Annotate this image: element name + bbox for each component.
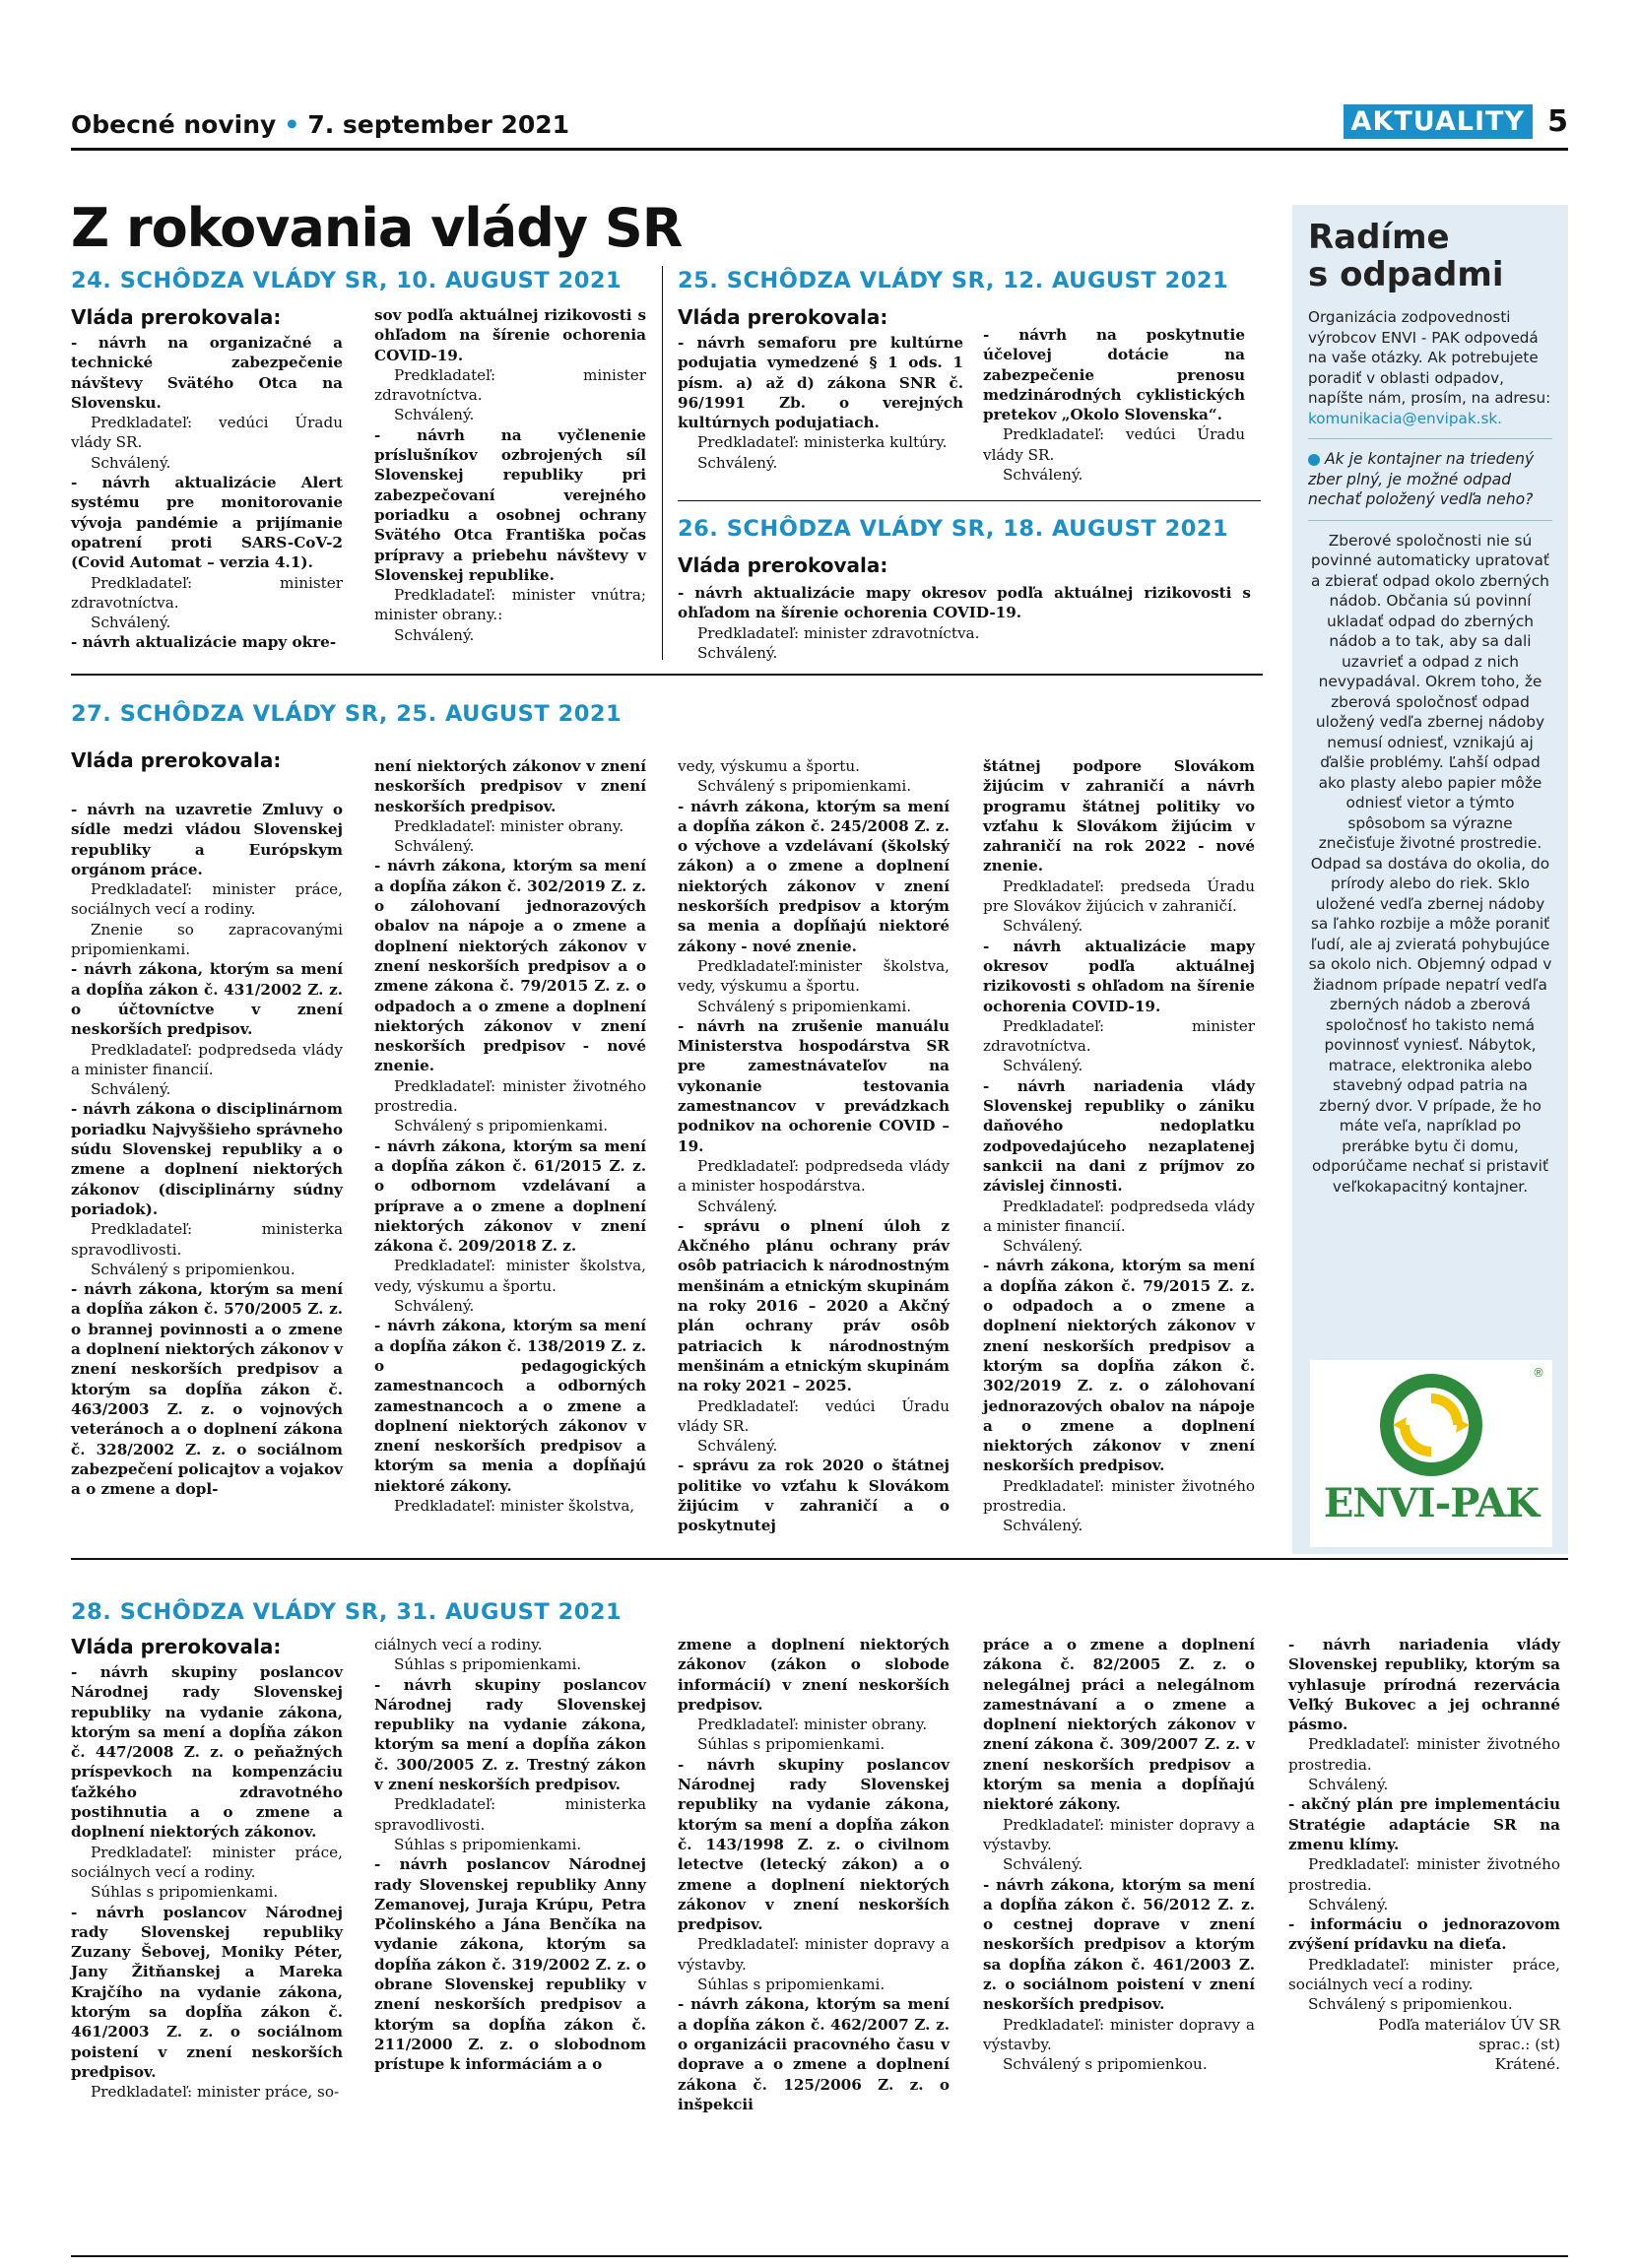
s27-col4 — [983, 756, 1255, 1536]
agenda-detail: Schválený s pripomienkou. — [91, 1260, 295, 1278]
agenda-detail: Predkladateľ: minister životného prostredia. — [1288, 1855, 1560, 1894]
agenda-detail: Súhlas s pripomienkami. — [697, 1735, 886, 1754]
agenda-detail: Schválený. — [697, 643, 778, 662]
s27-col1 — [71, 800, 343, 1499]
s24-label: Vláda prerokovala: — [71, 305, 282, 329]
agenda-detail: Predkladateľ: minister školstva, — [394, 1496, 635, 1515]
sidebar-question: Ak je kontajner na triedený zber plný, je možné odpad nechať položený vedľa neho? — [1308, 438, 1552, 510]
agenda-item: - návrh aktualizácie mapy okresov podľa aktuálnej rizikovosti s ohľadom na šírenie ochorenia COVID-19. — [678, 584, 1251, 622]
agenda-detail: Predkladateľ: predseda Úradu pre Slovákov žijúcich v zahraničí. — [983, 876, 1255, 916]
agenda-detail: Predkladateľ: minister dopravy a výstavby. — [983, 2015, 1255, 2053]
agenda-item: - návrh skupiny poslancov Národnej rady Slovenskej republiky na vydanie zákona, ktorým sa mení a dopĺňa zákon č. 300/2005 Z. z. Trestný zákon v znení neskorších predpisov. — [374, 1675, 646, 1794]
agenda-item: - návrh skupiny poslancov Národnej rady Slovenskej republiky na vydanie zákona, ktorým sa mení a dopĺňa zákon č. 447/2008 Z. z. o peňažných príspevkoch na kompenzáciu ťažkého zdravotného postihnutia a o zmene a doplnení niektorých zákonov. — [71, 1663, 343, 1842]
page-number: 5 — [1547, 104, 1568, 139]
agenda-item: - návrh na poskytnutie účelovej dotácie na zabezpečenie prenosu medzinárodných cyklistických pretekov „Okolo Slovenska“. — [983, 326, 1245, 424]
agenda-detail: Schválený. — [394, 1297, 475, 1316]
agenda-item: - návrh zákona, ktorým sa mení a dopĺňa zákon č. 302/2019 Z. z. o zálohovaní jednorazových obalov na nápoje a o zmene a doplnení niektorých zákonov v znení neskorších predpisov a o zmene zákona č. 79/2015 Z. z. o odpadoch a o zmene a doplnení niektorých zákonov v znení neskorších predpisov - nové znenie. — [374, 857, 646, 1075]
s28-col1 — [71, 1662, 343, 2103]
agenda-detail: Predkladateľ: minister zdravotníctva. — [983, 1016, 1255, 1056]
agenda-item: - návrh semaforu pre kultúrne podujatia vymedzené § 1 ods. 1 písm. a) až d) zákona SNR č. 96/1991 Zb. o verejných kultúrnych podujatiach. — [678, 334, 963, 432]
issue-date: 7. september 2021 — [307, 110, 570, 139]
rule-s27 — [71, 674, 1263, 676]
agenda-detail: Súhlas s pripomienkami. — [697, 1976, 886, 1994]
agenda-detail: Predkladateľ: minister životného prostredia. — [983, 1476, 1255, 1515]
agenda-item: - návrh zákona o disciplinárnom poriadku Najvyššieho správneho súdu Slovenskej republiky a o zmene a doplnení niektorých zákonov (disciplinárny súdny poriadok). — [71, 1100, 343, 1218]
agenda-item: - návrh zákona, ktorým sa mení a dopĺňa zákon č. 462/2007 Z. z. o organizácii pracovného času v doprave a o zmene a doplnení zákona č. 125/2006 Z. z. o inšpekcii — [678, 1995, 950, 2113]
sidebar-title: Radíme s odpadmi — [1308, 218, 1504, 294]
agenda-detail: Schválený s pripomienkou. — [1003, 2055, 1208, 2074]
agenda-detail: vedy, výskumu a športu. — [678, 757, 860, 775]
agenda-item: - návrh aktualizácie mapy okresov podľa aktuálnej rizikovosti s ohľadom na šírenie ochorenia COVID-19. — [983, 937, 1255, 1015]
agenda-detail: Súhlas s pripomienkami. — [91, 1883, 279, 1902]
agenda-detail: Predkladateľ: minister obrany. — [394, 816, 624, 835]
agenda-detail: Schválený. — [91, 1080, 171, 1099]
column-divider — [662, 266, 663, 660]
agenda-detail: Predkladateľ: minister dopravy a výstavby. — [678, 1935, 950, 1974]
agenda-detail: Predkladateľ: minister práce, sociálnych vecí a rodiny. — [1288, 1955, 1560, 1994]
agenda-detail: Predkladateľ: minister práce, sociálnych vecí a rodiny. — [71, 1843, 343, 1881]
agenda-item: zmene a doplnení niektorých zákonov (zákon o slobode informácií) v znení neskorších predpisov. — [678, 1636, 950, 1714]
agenda-detail: Schválený. — [1003, 1855, 1083, 1874]
agenda-detail: Schválený. — [697, 1197, 778, 1215]
masthead — [71, 110, 569, 139]
agenda-detail: Schválený s pripomienkou. — [1308, 1995, 1513, 2014]
agenda-item: - návrh poslancov Národnej rady Slovenskej republiky Zuzany Šebovej, Moniky Péter, Jany Žitňanskej a Mareka Krajčího na vydanie zákona, ktorým sa dopĺňa zákon č. 461/2003 Z. z. o sociálnom poistení v znení neskorších predpisov. — [71, 1903, 343, 2081]
registered-mark: ® — [1533, 1366, 1544, 1380]
agenda-detail: Schválený. — [1003, 1237, 1083, 1256]
source-note: sprac.: (st) — [1478, 2035, 1560, 2053]
envipak-logo — [1310, 1360, 1552, 1547]
agenda-item: sov podľa aktuálnej rizikovosti s ohľadom na šírenie ochorenia COVID-19. — [374, 306, 646, 364]
agenda-item: - návrh zákona, ktorým sa mení a dopĺňa zákon č. 431/2002 Z. z. o účtovníctve v znení neskorších predpisov. — [71, 960, 343, 1039]
agenda-detail: Schválený. — [394, 406, 475, 424]
agenda-item: - návrh na uzavretie Zmluvy o sídle medzi vládou Slovenskej republiky a Európskym orgánom práce. — [71, 801, 343, 878]
s28-col4 — [983, 1635, 1255, 2075]
agenda-detail: Predkladateľ: minister zdravotníctva. — [697, 623, 980, 642]
agenda-item: - návrh na zrušenie manuálu Ministerstva hospodárstva SR pre zamestnávateľov na vykonanie testovania zamestnancov v prevádzkach podnikov na ochorenie COVID – 19. — [678, 1016, 950, 1155]
agenda-detail: Schválený. — [697, 1437, 778, 1456]
agenda-detail: Schválený s pripomienkami. — [697, 997, 912, 1015]
agenda-item: - správu o plnení úloh z Akčného plánu ochrany práv osôb patriacich k národnostným menšinám a etnickým skupinám na roky 2016 – 2020 a Akčný plán ochrany práv osôb patriacich k národnostným menšinám a etnickým skupinám na roky 2021 – 2025. — [678, 1216, 950, 1395]
agenda-item: štátnej podpore Slovákom žijúcim v zahraničí a návrh programu štátnej politiky vo vzťahu k Slovákom žijúcim v zahraničí na rok 2022 - nové znenie. — [983, 757, 1255, 875]
agenda-detail: Predkladateľ: minister obrany. — [697, 1716, 928, 1734]
agenda-detail: Predkladateľ: vedúci Úradu vlády SR. — [983, 425, 1245, 464]
agenda-detail: Schválený. — [697, 453, 778, 472]
agenda-detail: Schválený. — [1003, 1057, 1083, 1075]
agenda-detail: Predkladateľ: podpredseda vlády a minister financií. — [71, 1040, 343, 1078]
s27-col3 — [678, 756, 950, 1536]
separator-dot: • — [284, 110, 300, 139]
agenda-item: - návrh poslancov Národnej rady Slovenskej republiky Anny Zemanovej, Juraja Krúpu, Petra Pčolinského a Jána Benčíka na vydanie zákona, ktorým sa dopĺňa zákon č. 319/2002 Z. z. o obrane Slovenskej republiky v znení neskorších predpisov a ktorým sa dopĺňa zákon č. 211/2000 Z. z. o slobodnom prístupe k informáciám a o — [374, 1855, 646, 2074]
s26-label: Vláda prerokovala: — [678, 553, 888, 577]
bottom-rule — [71, 2255, 1568, 2257]
email-link[interactable]: komunikacia@envipak.sk. — [1308, 409, 1502, 427]
agenda-item: - návrh aktualizácie mapy okre- — [71, 633, 337, 652]
s28-heading: 28. SCHÔDZA VLÁDY SR, 31. AUGUST 2021 — [71, 1599, 623, 1625]
agenda-detail: Schválený. — [394, 625, 475, 644]
agenda-detail: Schválený. — [91, 614, 171, 632]
page-header — [71, 104, 1568, 151]
agenda-detail: Schválený s pripomienkami. — [394, 1117, 609, 1135]
agenda-item: - akčný plán pre implementáciu Stratégie adaptácie SR na zmenu klímy. — [1288, 1795, 1560, 1853]
rule-s28 — [71, 1558, 1568, 1560]
agenda-item: - návrh zákona, ktorým sa mení a dopĺňa zákon č. 138/2019 Z. z. o pedagogických zamestnancoch a odborných zamestnancoch a o zmene a doplnení niektorých zákonov v znení neskorších predpisov a ktorým sa menia a dopĺňajú niektoré zákony. — [374, 1317, 646, 1495]
agenda-detail: Schválený. — [1003, 466, 1083, 485]
agenda-item: - návrh nariadenia vlády Slovenskej republiky, ktorým sa vyhlasuje prírodná rezervácia Veľký Bukovec a jej ochranné pásmo. — [1288, 1636, 1560, 1734]
agenda-detail: Predkladateľ: minister práce, so- — [91, 2083, 340, 2102]
agenda-detail: Predkladateľ: minister životného prostredia. — [1288, 1735, 1560, 1774]
agenda-item: - návrh na vyčlenenie príslušníkov ozbrojených síl Slovenskej republiky pri zabezpečovaní verejného poriadku a osobnej ochrany Svätého Otca Františka počas prípravy a priebehu návštevy v Slovenskej republike. — [374, 425, 646, 584]
agenda-item: - návrh zákona, ktorým sa mení a dopĺňa zákon č. 61/2015 Z. z. o odbornom vzdelávaní a príprave a o zmene a doplnení niektorých zákonov v znení zákona č. 209/2018 Z. z. — [374, 1136, 646, 1256]
s27-heading: 27. SCHÔDZA VLÁDY SR, 25. AUGUST 2021 — [71, 701, 623, 727]
agenda-detail: Súhlas s pripomienkami. — [394, 1655, 582, 1674]
agenda-detail: Schválený. — [1308, 1776, 1389, 1794]
s26-col1 — [678, 583, 1251, 663]
agenda-detail: Schválený. — [1003, 1517, 1083, 1535]
agenda-detail: Predkladateľ: podpredseda vlády a minister financií. — [983, 1197, 1255, 1235]
agenda-detail: Súhlas s pripomienkami. — [394, 1835, 582, 1853]
agenda-item: - návrh zákona, ktorým sa mení a dopĺňa zákon č. 570/2005 Z. z. o brannej povinnosti a o zmene a doplnení niektorých zákonov v znení neskorších predpisov a ktorým sa dopĺňa zákon č. 463/2003 Z. z. o vojnových veteránoch a o doplnení zákona č. 328/2002 Z. z. o sociálnom zabezpečení policajtov a vojakov a o zmene a dopl- — [71, 1280, 343, 1499]
source-note: Krátené. — [1494, 2055, 1560, 2074]
agenda-detail: Schválený s pripomienkami. — [697, 777, 912, 796]
paper-name: Obecné noviny — [71, 110, 277, 139]
agenda-item: - správu za rok 2020 o štátnej politike vo vzťahu k Slovákom žijúcim v zahraničí a o poskytnutej — [678, 1457, 950, 1535]
logo-wordmark: ENVI-PAK — [1323, 1480, 1540, 1526]
agenda-detail: Schválený. — [1308, 1895, 1389, 1913]
agenda-item: - návrh zákona, ktorým sa mení a dopĺňa zákon č. 56/2012 Z. z. o cestnej doprave v znení neskorších predpisov a ktorým sa dopĺňa zákon č. 461/2003 Z. z. o sociálnom poistení v znení neskorších predpisov. — [983, 1875, 1255, 2014]
agenda-detail: Predkladateľ: vedúci Úradu vlády SR. — [71, 414, 343, 452]
agenda-item: práce a o zmene a doplnení zákona č. 82/2005 Z. z. o nelegálnej práci a nelegálnom zamestnávaní a o zmene a doplnení niektorých zákonov v znení zákona č. 309/2007 Z. z. v znení neskorších predpisov a ktorým sa menia a dopĺňajú niektoré zákony. — [983, 1636, 1255, 1814]
s28-label: Vláda prerokovala: — [71, 1635, 282, 1658]
s24-col2 — [374, 305, 646, 645]
bullet-icon — [1308, 454, 1320, 466]
page-title: Z rokovania vlády SR — [71, 197, 683, 259]
agenda-detail: Predkladateľ: minister vnútra; minister obrany.: — [374, 586, 646, 624]
s28-col3 — [678, 1635, 950, 2114]
agenda-detail: Predkladateľ: minister dopravy a výstavby. — [983, 1815, 1255, 1853]
agenda-detail: Znenie so zapracovanými pripomienkami. — [71, 920, 343, 959]
agenda-detail: Predkladateľ: vedúci Úradu vlády SR. — [678, 1396, 950, 1435]
agenda-item: - návrh na organizačné a technické zabezpečenie návštevy Svätého Otca na Slovensku. — [71, 334, 343, 412]
agenda-detail: Schválený. — [1003, 917, 1083, 936]
agenda-item: - návrh zákona, ktorým sa mení a dopĺňa zákon č. 245/2008 Z. z. o výchove a vzdelávaní (školský zákon) a o zmene a doplnení niektorých zákonov v znení neskorších predpisov a ktorým sa menia a dopĺňajú niektoré zákony - nové znenie. — [678, 797, 950, 955]
s24-heading: 24. SCHÔDZA VLÁDY SR, 10. AUGUST 2021 — [71, 268, 623, 293]
rule-s26 — [678, 500, 1261, 501]
agenda-item: - návrh skupiny poslancov Národnej rady Slovenskej republiky na vydanie zákona, ktorým sa mení a dopĺňa zákon č. 143/1998 Z. z. o civilnom letectve (letecký zákon) a o zmene a doplnení niektorých zákonov v znení neskorších predpisov. — [678, 1755, 950, 1934]
sidebar-intro: Organizácia zodpovednosti výrobcov ENVI - PAK odpovedá na vaše otázky. Ak potrebujete poradiť v oblasti odpadov, napíšte nám, prosím, na adresu: komunikacia@envipak.sk. — [1308, 308, 1551, 427]
agenda-detail: Predkladateľ: ministerka kultúry. — [697, 433, 948, 452]
source-note: Podľa materiálov ÚV SR — [1378, 2015, 1560, 2034]
s25-heading: 25. SCHÔDZA VLÁDY SR, 12. AUGUST 2021 — [678, 268, 1229, 293]
agenda-detail: Schválený. — [394, 837, 475, 856]
sidebar-answer: Zberové spoločnosti nie sú povinné automaticky upratovať a zbierať odpad okolo zberných nádob. Občania sú povinní ukladať odpad do zberných nádob a to tak, aby sa dali uzavrieť a odpad z nich nevypadával. Okrem toho, že zberová spoločnosť odpad uložený vedľa zbernej nádoby nemusí odniesť, vznikajú aj ďalšie problémy. Ľahší odpad ako plasty alebo papier môže odniesť vietor a týmto spôsobom sa výrazne znečisťuje životné prostredie. Odpad sa dostáva do okolia, do prírody alebo do riek. Sklo uložené vedľa zbernej nádoby sa ľahko rozbije a môže poraniť ľudí, ale aj zvieratá pohybujúce sa okolo nich. Objemný odpad v žiadnom prípade nepatrí vedľa zberných nádob a zberová spoločnosť ho takisto nemá povinnosť vyniesť. Nábytok, matrace, elektronika alebo stavebný odpad patria na zberný dvor. V prípade, že ho máte veľa, napríklad po prerábke bytu či domu, odporúčame nechať si pristaviť veľkokapacitný kontajner. — [1308, 520, 1552, 1198]
agenda-detail: ciálnych vecí a rodiny. — [374, 1636, 543, 1653]
s28-col5 — [1288, 1635, 1560, 2075]
agenda-detail: Predkladateľ:minister školstva, vedy, výskumu a športu. — [678, 956, 950, 996]
agenda-item: - informáciu o jednorazovom zvýšení prídavku na dieťa. — [1288, 1915, 1560, 1954]
agenda-item: - návrh zákona, ktorým sa mení a dopĺňa zákon č. 79/2015 Z. z. o odpadoch a o zmene a doplnení niektorých zákonov v znení neskorších predpisov a ktorým sa dopĺňa zákon č. 302/2019 Z. z. o zálohovaní jednorazových obalov na nápoje a o zmene a doplnení niektorých zákonov v znení neskorších predpisov. — [983, 1257, 1255, 1475]
s27-label: Vláda prerokovala: — [71, 748, 282, 772]
agenda-detail: Predkladateľ: minister školstva, vedy, výskumu a športu. — [374, 1257, 646, 1295]
s25-col1 — [678, 333, 963, 473]
agenda-detail: Predkladateľ: minister zdravotníctva. — [374, 365, 646, 405]
s25-col2 — [983, 325, 1245, 485]
agenda-detail: Predkladateľ: ministerka spravodlivosti. — [374, 1795, 646, 1834]
section-label: AKTUALITY — [1344, 104, 1533, 139]
s25-label: Vláda prerokovala: — [678, 305, 888, 329]
agenda-detail: Predkladateľ: minister zdravotníctva. — [71, 573, 343, 612]
agenda-detail: Predkladateľ: ministerka spravodlivosti. — [71, 1220, 343, 1259]
agenda-detail: Predkladateľ: minister práce, sociálnych vecí a rodiny. — [71, 880, 343, 919]
s24-col1 — [71, 333, 343, 653]
s28-col2 — [374, 1635, 646, 2075]
s26-heading: 26. SCHÔDZA VLÁDY SR, 18. AUGUST 2021 — [678, 516, 1229, 542]
agenda-item: - návrh aktualizácie Alert systému pre monitorovanie vývoja pandémie a prijímanie opatrení proti SARS-CoV-2 (Covid Automat – verzia 4.1). — [71, 474, 343, 572]
advice-sidebar — [1292, 205, 1568, 1554]
agenda-detail: Schválený. — [91, 453, 171, 472]
agenda-item: není niektorých zákonov v znení neskorších predpisov v znení neskorších predpisov. — [374, 757, 646, 815]
s27-col2 — [374, 756, 646, 1516]
agenda-item: - návrh nariadenia vlády Slovenskej republiky o zániku daňového nedoplatku zodpovedajúceho nezaplatenej sankcii na dani z príjmov zo závislej činnosti. — [983, 1076, 1255, 1196]
agenda-detail: Predkladateľ: minister životného prostredia. — [374, 1076, 646, 1116]
agenda-detail: Predkladateľ: podpredseda vlády a minister hospodárstva. — [678, 1156, 950, 1196]
